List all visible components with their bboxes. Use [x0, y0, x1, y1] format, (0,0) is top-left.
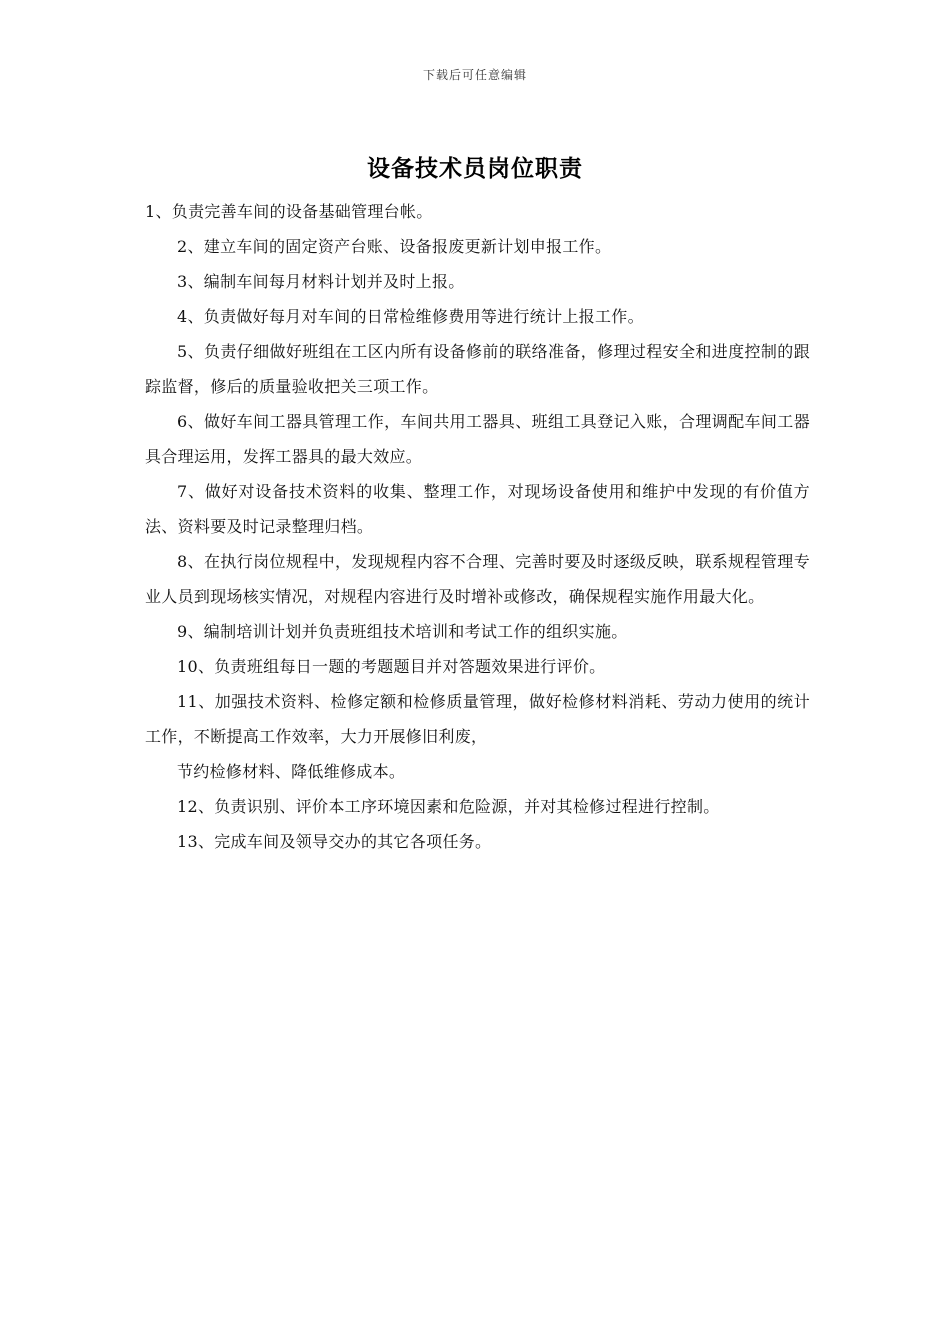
duty-item-2: 2、建立车间的固定资产台账、设备报废更新计划申报工作。: [177, 237, 612, 256]
duty-item-9: 9、编制培训计划并负责班组技术培训和考试工作的组织实施。: [177, 622, 628, 641]
header-note: 下载后可任意编辑: [422, 68, 527, 82]
duty-item-3: 3、编制车间每月材料计划并及时上报。: [177, 272, 465, 291]
duty-item-11-continued: 节约检修材料、降低维修成本。: [177, 762, 406, 781]
document-title: 设备技术员岗位职责: [367, 155, 583, 182]
duty-item-6: 6、做好车间工器具管理工作，车间共用工器具、班组工具登记入账，合理调配车间工器具合理运用，发挥工器具的最大效应。: [145, 412, 810, 466]
duty-item-5: 5、负责仔细做好班组在工区内所有设备修前的联络准备，修理过程安全和进度控制的跟踪监督，修后的质量验收把关三项工作。: [145, 342, 810, 396]
duty-item-12: 12、负责识别、评价本工序环境因素和危险源，并对其检修过程进行控制。: [177, 797, 720, 816]
duty-item-8: 8、在执行岗位规程中，发现规程内容不合理、完善时要及时逐级反映，联系规程管理专业人员到现场核实情况，对规程内容进行及时增补或修改，确保规程实施作用最大化。: [145, 552, 810, 606]
duty-item-4: 4、负责做好每月对车间的日常检维修费用等进行统计上报工作。: [177, 307, 644, 326]
duty-item-1: 1、负责完善车间的设备基础管理台帐。: [145, 202, 433, 221]
duty-item-7: 7、做好对设备技术资料的收集、整理工作，对现场设备使用和维护中发现的有价值方法、资料要及时记录整理归档。: [145, 482, 810, 536]
duty-item-13: 13、完成车间及领导交办的其它各项任务。: [177, 832, 492, 851]
document-body: [145, 194, 810, 859]
duty-item-11: 11、加强技术资料、检修定额和检修质量管理，做好检修材料消耗、劳动力使用的统计工作，不断提高工作效率，大力开展修旧利废，: [145, 692, 810, 746]
duty-item-10: 10、负责班组每日一题的考题题目并对答题效果进行评价。: [177, 657, 606, 676]
